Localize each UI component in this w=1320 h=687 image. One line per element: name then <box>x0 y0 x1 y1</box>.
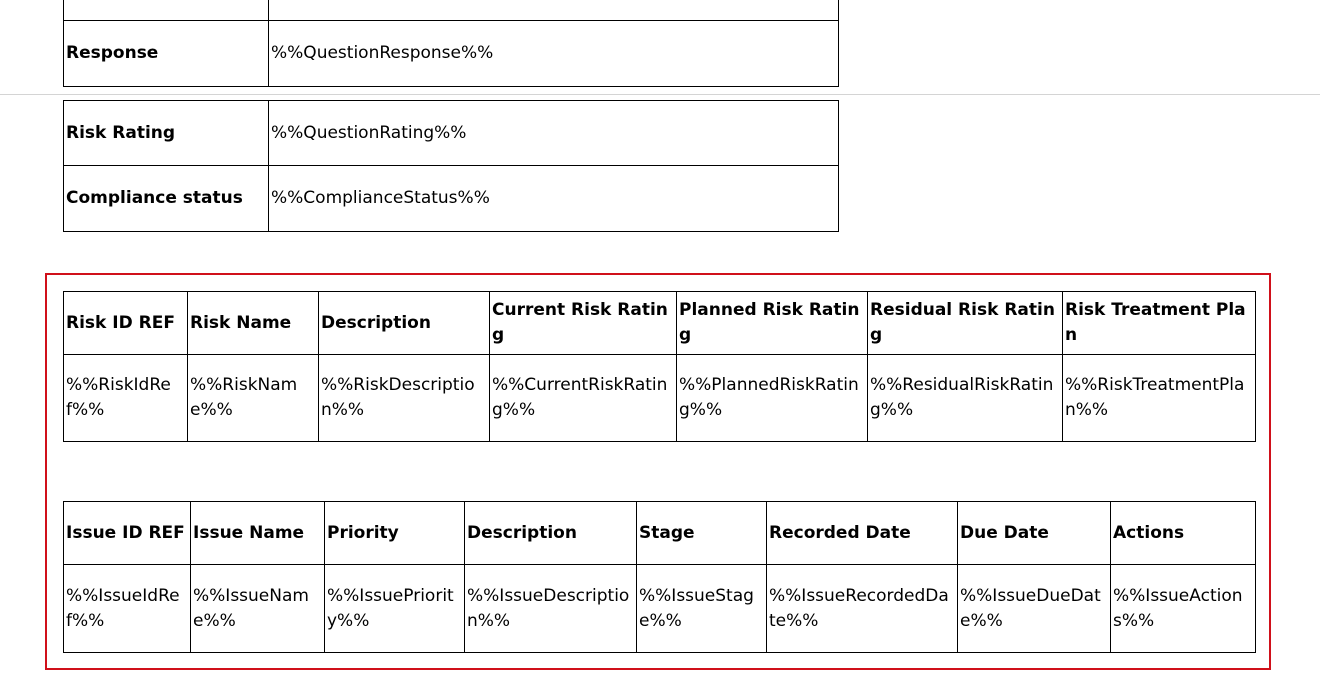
cell-risk-treatment-plan: %%RiskTreatmentPlan%% <box>1063 355 1256 442</box>
header-residual-risk-rating: Residual Risk Rating <box>868 292 1063 355</box>
table-header-row <box>64 502 1256 565</box>
page-break-divider <box>0 94 1320 95</box>
cell-issue-stage: %%IssueStage%% <box>637 565 767 653</box>
risk-rating-value: %%QuestionRating%% <box>269 101 839 166</box>
response-label: Response <box>64 21 269 87</box>
header-issue-name: Issue Name <box>191 502 325 565</box>
cell-issue-name: %%IssueName%% <box>191 565 325 653</box>
table-header-row <box>64 292 1256 355</box>
header-due-date: Due Date <box>958 502 1111 565</box>
header-description: Description <box>465 502 637 565</box>
question-table <box>63 0 839 87</box>
cell-risk-id-ref: %%RiskIdRef%% <box>64 355 188 442</box>
risk-table <box>63 291 1256 442</box>
header-actions: Actions <box>1111 502 1256 565</box>
row-label <box>64 0 269 21</box>
header-priority: Priority <box>325 502 465 565</box>
header-risk-treatment-plan: Risk Treatment Plan <box>1063 292 1256 355</box>
risk-rating-label: Risk Rating <box>64 101 269 166</box>
table-row <box>64 0 839 21</box>
compliance-status-value: %%ComplianceStatus%% <box>269 166 839 232</box>
cell-risk-name: %%RiskName%% <box>188 355 319 442</box>
cell-risk-description: %%RiskDescription%% <box>319 355 490 442</box>
header-issue-id-ref: Issue ID REF <box>64 502 191 565</box>
cell-issue-priority: %%IssuePriority%% <box>325 565 465 653</box>
table-row <box>64 565 1256 653</box>
header-recorded-date: Recorded Date <box>767 502 958 565</box>
issue-table <box>63 501 1256 653</box>
header-risk-name: Risk Name <box>188 292 319 355</box>
compliance-status-label: Compliance status <box>64 166 269 232</box>
table-row <box>64 355 1256 442</box>
cell-issue-actions: %%IssueActions%% <box>1111 565 1256 653</box>
header-risk-id-ref: Risk ID REF <box>64 292 188 355</box>
cell-issue-recorded-date: %%IssueRecordedDate%% <box>767 565 958 653</box>
header-description: Description <box>319 292 490 355</box>
table-row <box>64 101 839 166</box>
cell-issue-due-date: %%IssueDueDate%% <box>958 565 1111 653</box>
cell-planned-risk-rating: %%PlannedRiskRating%% <box>677 355 868 442</box>
cell-issue-description: %%IssueDescription%% <box>465 565 637 653</box>
header-stage: Stage <box>637 502 767 565</box>
row-value <box>269 0 839 21</box>
response-value: %%QuestionResponse%% <box>269 21 839 87</box>
cell-issue-id-ref: %%IssueIdRef%% <box>64 565 191 653</box>
rating-table <box>63 100 839 232</box>
header-current-risk-rating: Current Risk Rating <box>490 292 677 355</box>
table-row <box>64 21 839 87</box>
header-planned-risk-rating: Planned Risk Rating <box>677 292 868 355</box>
cell-current-risk-rating: %%CurrentRiskRating%% <box>490 355 677 442</box>
cell-residual-risk-rating: %%ResidualRiskRating%% <box>868 355 1063 442</box>
table-row <box>64 166 839 232</box>
